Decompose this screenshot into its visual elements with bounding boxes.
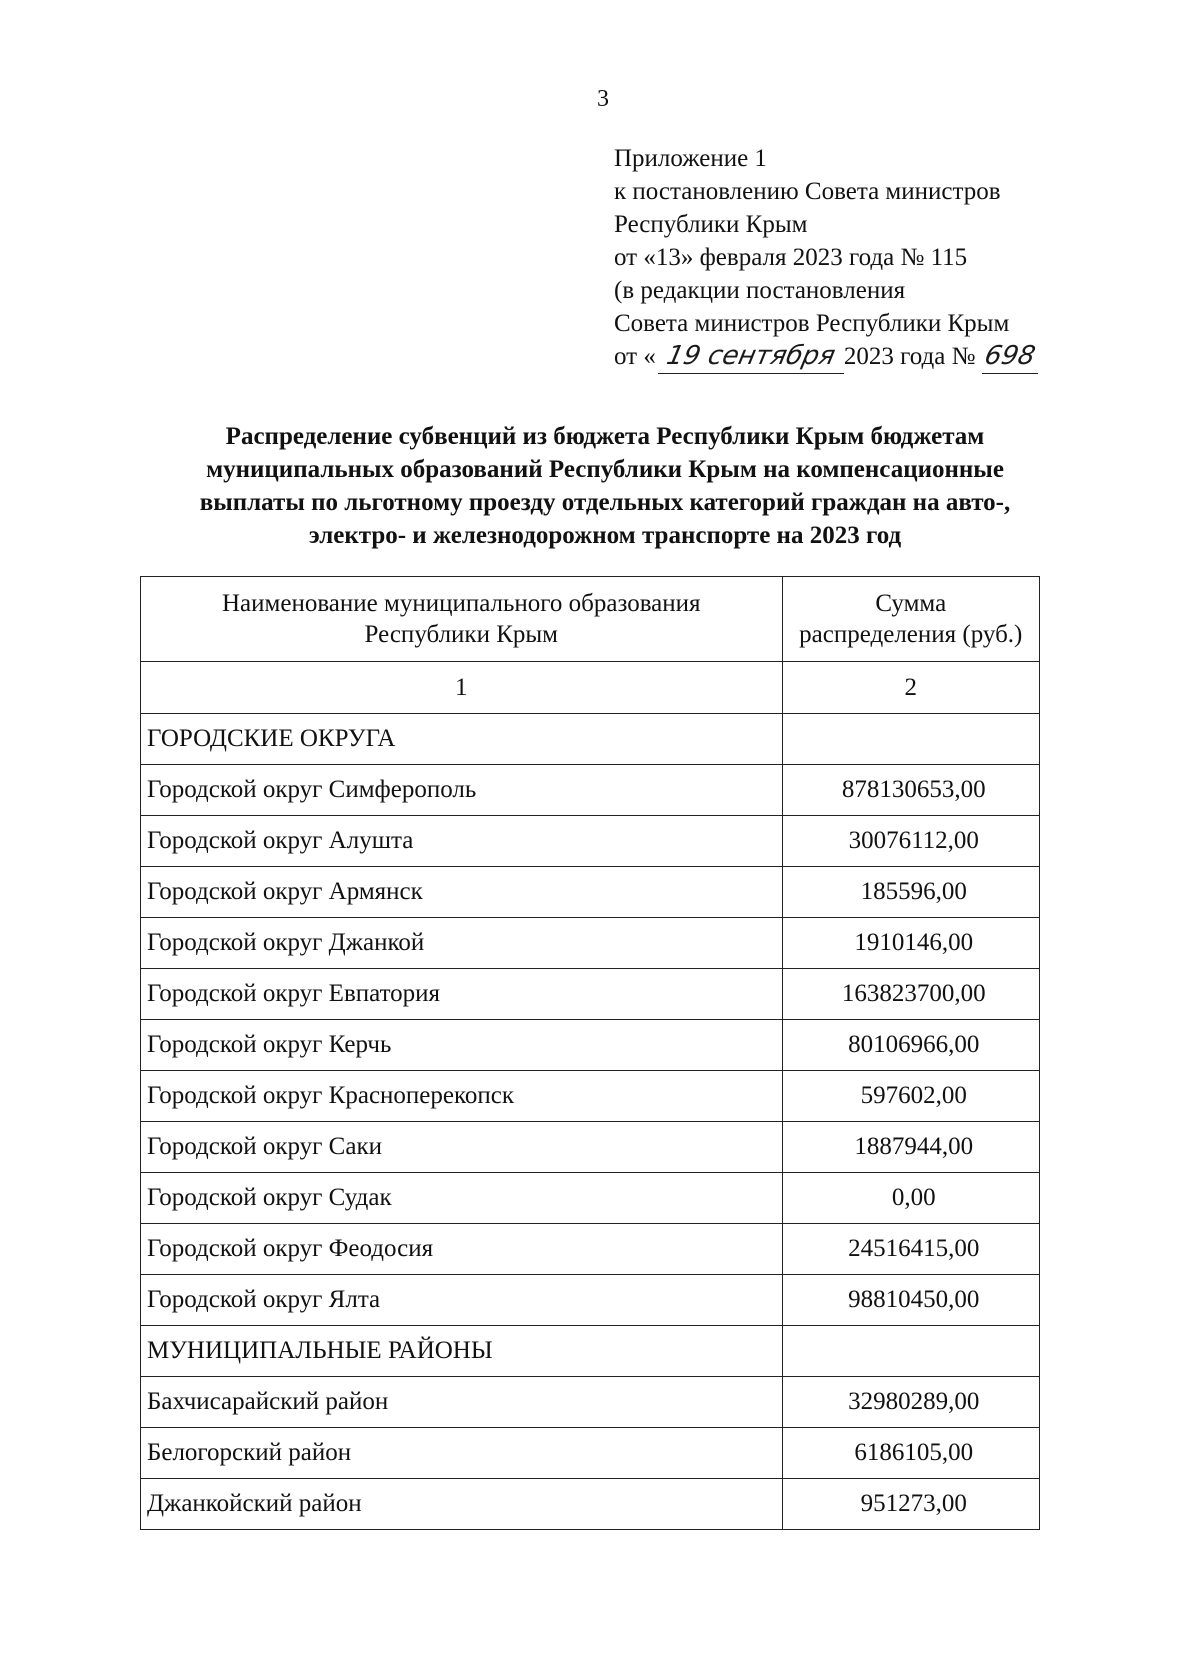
header-amount	[782, 577, 1039, 662]
handwritten-date-field	[658, 340, 844, 374]
header-municipality-line: Республики Крым	[364, 621, 559, 648]
table-row	[141, 969, 1040, 1020]
handwritten-number: 698	[981, 341, 1038, 371]
row-amount: 80106966,00	[782, 1020, 1039, 1071]
table-row	[141, 1275, 1040, 1326]
row-amount: 163823700,00	[782, 969, 1039, 1020]
appendix-line-signature	[614, 340, 1038, 374]
appendix-line: Приложение 1	[614, 145, 767, 172]
title-line: электро- и железнодорожном транспорте на 2023 год	[308, 522, 902, 549]
document-title	[130, 420, 1080, 552]
row-municipality-name: Джанкойский район	[141, 1479, 783, 1530]
column-number-row	[141, 662, 1040, 714]
row-amount: 951273,00	[782, 1479, 1039, 1530]
row-municipality-name: Городской округ Джанкой	[141, 918, 783, 969]
table-row	[141, 1020, 1040, 1071]
row-municipality-name: Городской округ Армянск	[141, 867, 783, 918]
row-amount: 32980289,00	[782, 1377, 1039, 1428]
row-amount: 1910146,00	[782, 918, 1039, 969]
header-amount-line: Сумма	[875, 590, 947, 617]
column-number: 1	[141, 662, 783, 714]
appendix-line: от «13» февраля 2023 года № 115	[614, 244, 968, 271]
table-row	[141, 816, 1040, 867]
appendix-line: Совета министров Республики Крым	[614, 310, 1010, 337]
row-amount: 6186105,00	[782, 1428, 1039, 1479]
table-row	[141, 1479, 1040, 1530]
row-municipality-name: Городской округ Ялта	[141, 1275, 783, 1326]
row-municipality-name: МУНИЦИПАЛЬНЫЕ РАЙОНЫ	[141, 1326, 783, 1377]
row-municipality-name: Бахчисарайский район	[141, 1377, 783, 1428]
row-municipality-name: Городской округ Судак	[141, 1173, 783, 1224]
table-row	[141, 867, 1040, 918]
table-row	[141, 1173, 1040, 1224]
table-row	[141, 1224, 1040, 1275]
table-row	[141, 1428, 1040, 1479]
appendix-line: Республики Крым	[614, 211, 808, 238]
row-amount: 30076112,00	[782, 816, 1039, 867]
appendix-date-mid: 2023 года №	[843, 343, 976, 370]
page-number: 3	[597, 86, 609, 112]
row-municipality-name: Белогорский район	[141, 1428, 783, 1479]
row-amount	[782, 1326, 1039, 1377]
row-municipality-name: Городской округ Красноперекопск	[141, 1071, 783, 1122]
title-line: муниципальных образований Республики Крым на компенсационные	[206, 456, 1004, 483]
title-line: выплаты по льготному проезду отдельных категорий граждан на авто-,	[199, 489, 1011, 516]
row-municipality-name: Городской округ Симферополь	[141, 765, 783, 816]
header-amount-line: распределения (руб.)	[799, 621, 1023, 648]
column-number: 2	[782, 662, 1039, 714]
appendix-line: (в редакции постановления	[614, 277, 906, 304]
header-municipality-line: Наименование муниципального образования	[222, 590, 701, 617]
row-amount: 597602,00	[782, 1071, 1039, 1122]
row-amount: 0,00	[782, 1173, 1039, 1224]
handwritten-date: 19 сентября	[663, 341, 838, 371]
appendix-line: к постановлению Совета министров	[614, 178, 1001, 205]
row-amount: 878130653,00	[782, 765, 1039, 816]
table-row	[141, 1071, 1040, 1122]
table-row	[141, 765, 1040, 816]
title-line: Распределение субвенций из бюджета Республики Крым бюджетам	[225, 423, 985, 450]
table-body	[141, 714, 1040, 1530]
row-municipality-name: ГОРОДСКИЕ ОКРУГА	[141, 714, 783, 765]
table-row	[141, 918, 1040, 969]
row-amount	[782, 714, 1039, 765]
table-header-row	[141, 577, 1040, 662]
table-row	[141, 714, 1040, 765]
row-amount: 185596,00	[782, 867, 1039, 918]
handwritten-number-field	[982, 340, 1038, 374]
row-amount: 1887944,00	[782, 1122, 1039, 1173]
row-municipality-name: Городской округ Саки	[141, 1122, 783, 1173]
table-row	[141, 1122, 1040, 1173]
table-row	[141, 1377, 1040, 1428]
table-row	[141, 1326, 1040, 1377]
row-municipality-name: Городской округ Алушта	[141, 816, 783, 867]
row-municipality-name: Городской округ Феодосия	[141, 1224, 783, 1275]
row-municipality-name: Городской округ Керчь	[141, 1020, 783, 1071]
appendix-date-prefix: от «	[614, 343, 656, 370]
distribution-table	[140, 576, 1040, 1530]
row-amount: 24516415,00	[782, 1224, 1039, 1275]
appendix-block	[614, 142, 1038, 374]
header-municipality	[141, 577, 783, 662]
row-amount: 98810450,00	[782, 1275, 1039, 1326]
row-municipality-name: Городской округ Евпатория	[141, 969, 783, 1020]
